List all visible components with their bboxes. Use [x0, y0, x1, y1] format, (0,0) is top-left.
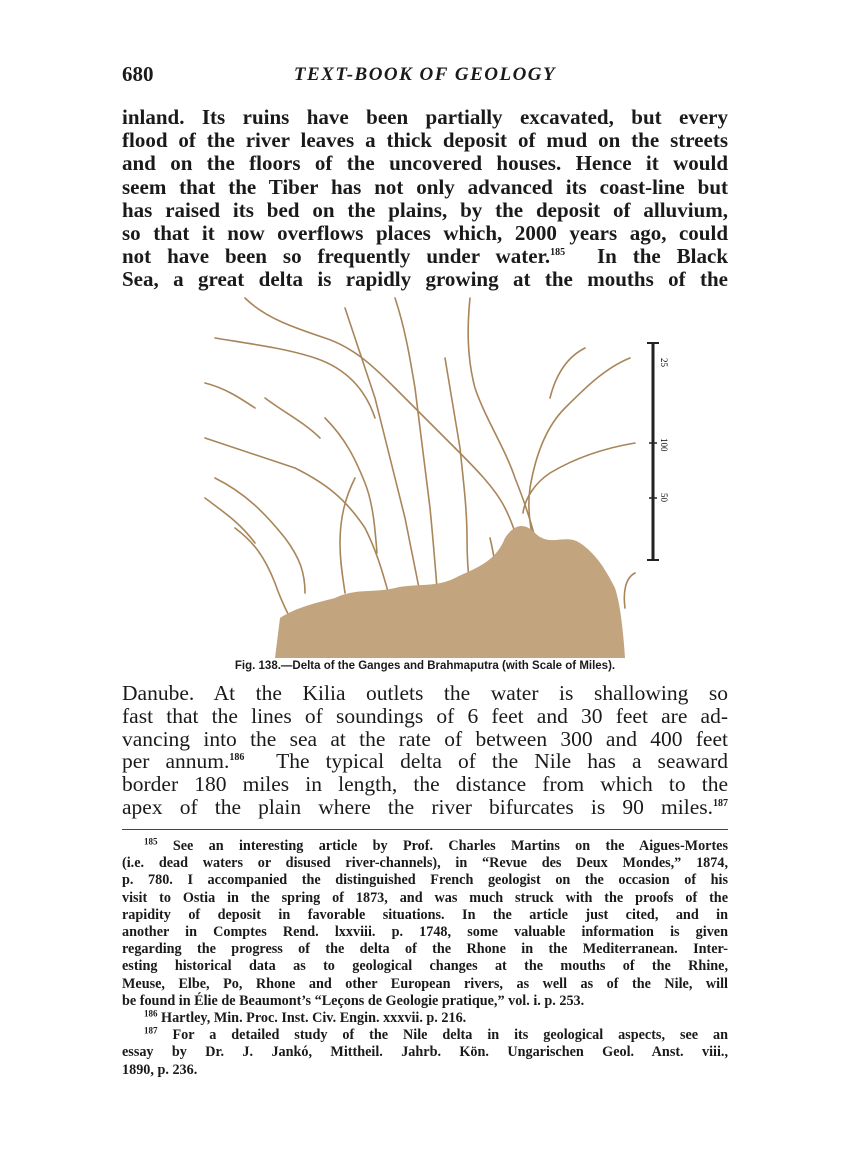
river-line — [340, 478, 355, 593]
river-line — [215, 478, 305, 593]
footnote-line: regarding the progress of the delta of the Rhone in the Mediterranean. Inter- — [122, 941, 728, 958]
scale-label: 50 — [659, 493, 669, 502]
text-line: and on the floors of the uncovered houses. Hence it would — [122, 151, 728, 176]
river-line — [265, 398, 320, 438]
running-title: TEXT-BOOK OF GEOLOGY — [293, 64, 557, 85]
footnote-line — [122, 838, 728, 855]
footnote-marker: 185 — [144, 836, 158, 847]
text-line: inland. Its ruins have been partially excavated, but every — [122, 105, 728, 129]
text-segment: The typical delta of the Nile has a seaward — [276, 749, 728, 774]
delta-map-figure — [205, 298, 669, 658]
river-line — [445, 358, 470, 588]
footnote-187 — [122, 1027, 728, 1079]
delta-land — [275, 526, 625, 658]
footnote-line: esting historical data as to geological changes at the mouths of the Rhine, — [122, 958, 728, 975]
text-segment: In the Black — [597, 244, 729, 269]
footnote-line: another in Comptes Rend. lxxviii. p. 1748, some valuable information is given — [122, 924, 728, 941]
text-line: Sea, a great delta is rapidly growing at the mouths of the — [122, 267, 728, 292]
text-line — [122, 750, 728, 773]
delta-map — [205, 298, 669, 658]
footnote-line: Meuse, Elbe, Po, Rhone and other European rivers, as well as of the Nile, will — [122, 975, 728, 992]
scale-label: 100 — [659, 438, 669, 452]
river-line — [205, 438, 390, 598]
river-line — [395, 298, 437, 588]
footnote-marker: 186 — [144, 1008, 158, 1019]
footnote-line — [122, 1010, 728, 1027]
footnote-line: essay by Dr. J. Jankó, Mittheil. Jahrb. Kön. Ungarischen Geol. Anst. viii., — [122, 1044, 728, 1061]
footnote-rule — [122, 829, 728, 830]
text-segment: not have been so frequently under water. — [122, 244, 551, 269]
text-segment: Hartley, Min. Proc. Inst. Civ. Engin. xxxvii. p. 216. — [161, 1010, 467, 1027]
scale-label: 25 — [659, 358, 669, 367]
text-line: fast that the lines of soundings of 6 feet and 30 feet are ad- — [122, 703, 728, 728]
footnote-line: 1890, p. 236. — [122, 1061, 198, 1078]
text-line — [122, 796, 728, 819]
text-line: seem that the Tiber has not only advanced its coast-line but — [122, 174, 728, 199]
river-line — [205, 498, 255, 543]
footnote-line: be found in Élie de Beaumont’s “Leçons de Geologie pratique,” vol. i. p. 253. — [122, 992, 585, 1009]
text-segment: For a detailed study of the Nile delta in its geological aspects, see an — [172, 1027, 728, 1044]
footnote-line: rapidity of deposit in favorable situations. In the article just cited, and in — [122, 906, 728, 923]
text-line: vancing into the sea at the rate of between 300 and 400 feet — [122, 726, 728, 751]
river-line — [529, 358, 630, 548]
footnote-line: p. 780. I accompanied the distinguished French geologist on the occasion of his — [122, 872, 728, 889]
footnote-line: (i.e. dead waters or disused river-channels), in “Revue des Deux Mondes,” 1874, — [122, 855, 728, 872]
top-paragraph — [122, 106, 728, 292]
footnote-ref: 187 — [713, 797, 728, 809]
text-line: has raised its bed on the plains, by the deposit of alluvium, — [122, 197, 728, 222]
river-line — [523, 443, 635, 513]
footnote-186 — [122, 1010, 728, 1027]
footnote-line: visit to Ostia in the spring of 1873, and was much struck with the proofs of the — [122, 889, 728, 906]
river-line — [205, 383, 255, 408]
scale-bar — [647, 343, 669, 560]
footnote-line — [122, 1027, 728, 1044]
footnote-marker: 187 — [144, 1025, 158, 1036]
river-line — [235, 528, 290, 618]
figure-caption: Fig. 138.—Delta of the Ganges and Brahmaputra (with Scale of Miles). — [234, 660, 616, 672]
text-line: so that it now overflows places which, 2000 years ago, could — [122, 221, 728, 246]
footnotes — [122, 838, 728, 1079]
text-line: border 180 miles in length, the distance from which to the — [122, 772, 728, 797]
footnote-ref: 186 — [229, 752, 245, 764]
text-line: flood of the river leaves a thick deposit of mud on the streets — [122, 128, 728, 153]
text-line — [122, 245, 728, 268]
text-segment: per annum. — [122, 749, 230, 774]
page-number: 680 — [122, 62, 154, 86]
footnote-185 — [122, 838, 728, 1010]
bottom-paragraph — [122, 682, 728, 819]
text-segment: See an interesting article by Prof. Charles Martins on the Aigues-Mortes — [172, 838, 729, 854]
text-segment: apex of the plain where the river bifurcates is 90 miles. — [122, 794, 713, 819]
footnote-ref: 185 — [550, 247, 566, 259]
river-line — [624, 573, 635, 608]
running-head — [122, 62, 728, 92]
text-line: Danube. At the Kilia outlets the water is shallowing so — [122, 681, 728, 705]
river-line — [550, 348, 585, 398]
